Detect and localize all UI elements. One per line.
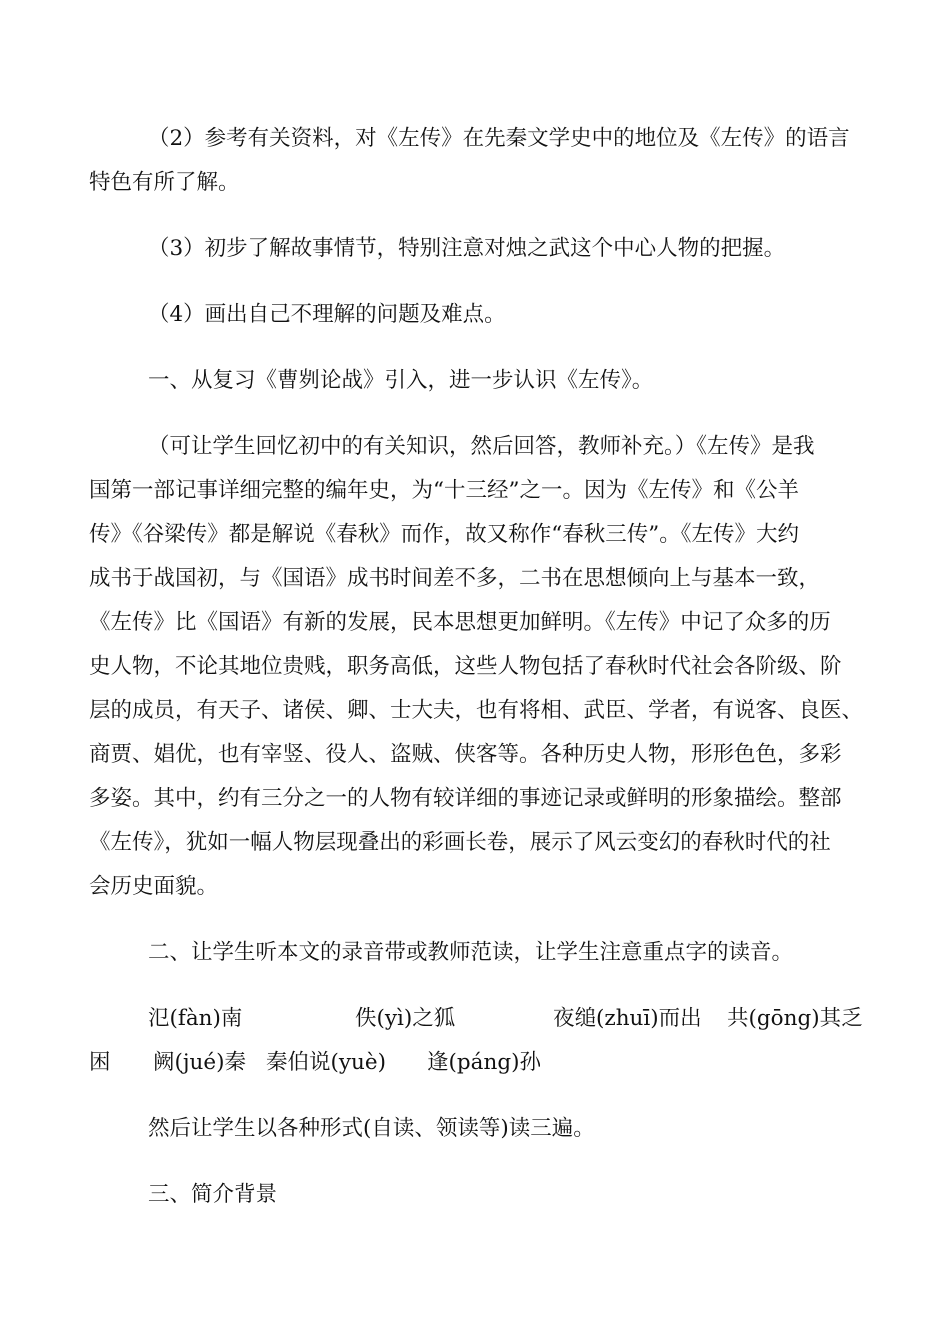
section-heading-1: 一、从复习《曹刿论战》引入，进一步认识《左传》。: [148, 368, 654, 393]
pronunciation-item: 氾(fàn)南: [148, 1006, 243, 1031]
pronunciation-list-line-1: [0, 1002, 950, 1036]
paragraph-zuozhuan-intro-line-7: 层的成员，有天子、诸侯、卿、士大夫，也有将相、武臣、学者，有说客、良医、: [89, 698, 864, 723]
section-heading-3: 三、简介背景: [148, 1182, 278, 1207]
pronunciation-item: 共(gōng)其乏: [727, 1006, 863, 1031]
paragraph-objective-4: （4）画出自己不理解的问题及难点。: [148, 302, 506, 327]
pronunciation-item: 困: [89, 1050, 111, 1075]
section-heading-2: 二、让学生听本文的录音带或教师范读，让学生注意重点字的读音。: [148, 940, 794, 965]
pronunciation-item: 佚(yì)之狐: [355, 1006, 456, 1031]
paragraph-reading-practice: 然后让学生以各种形式(自读、领读等)读三遍。: [148, 1116, 595, 1141]
pronunciation-item: 阙(jué)秦: [153, 1050, 247, 1075]
pronunciation-list-line-2: [0, 1046, 950, 1080]
paragraph-zuozhuan-intro-line-8: 商贾、娼优，也有宰竖、役人、盗贼、侠客等。各种历史人物，形形色色，多彩: [89, 742, 842, 767]
paragraph-zuozhuan-intro-line-3: 传》《谷梁传》都是解说《春秋》而作，故又称作“春秋三传”。《左传》大约: [89, 522, 799, 547]
paragraph-zuozhuan-intro-line-9: 多姿。其中，约有三分之一的人物有较详细的事迹记录或鲜明的形象描绘。整部: [89, 786, 842, 811]
pronunciation-item: 夜缒(zhuī)而出: [553, 1006, 702, 1031]
paragraph-zuozhuan-intro-line-5: 《左传》比《国语》有新的发展，民本思想更加鲜明。《左传》中记了众多的历: [89, 610, 831, 635]
paragraph-objective-2-line-1: （2）参考有关资料，对《左传》在先秦文学史中的地位及《左传》的语言: [148, 126, 850, 151]
paragraph-objective-3: （3）初步了解故事情节，特别注意对烛之武这个中心人物的把握。: [148, 236, 786, 261]
pronunciation-item: 逢(páng)孙: [427, 1050, 541, 1075]
paragraph-zuozhuan-intro-line-11: 会历史面貌。: [89, 874, 219, 899]
paragraph-zuozhuan-intro-line-6: 史人物，不论其地位贵贱，职务高低，这些人物包括了春秋时代社会各阶级、阶: [89, 654, 842, 679]
paragraph-zuozhuan-intro-line-2: 国第一部记事详细完整的编年史，为“十三经”之一。因为《左传》和《公羊: [89, 478, 799, 503]
pronunciation-item: 秦伯说(yuè): [266, 1050, 386, 1075]
paragraph-zuozhuan-intro-line-4: 成书于战国初，与《国语》成书时间差不多，二书在思想倾向上与基本一致，: [89, 566, 821, 591]
paragraph-zuozhuan-intro-line-10: 《左传》，犹如一幅人物层现叠出的彩画长卷，展示了风云变幻的春秋时代的社: [89, 830, 831, 855]
paragraph-objective-2-line-2: 特色有所了解。: [89, 170, 240, 195]
paragraph-zuozhuan-intro-line-1: （可让学生回忆初中的有关知识，然后回答，教师补充。）《左传》是我: [148, 434, 815, 459]
